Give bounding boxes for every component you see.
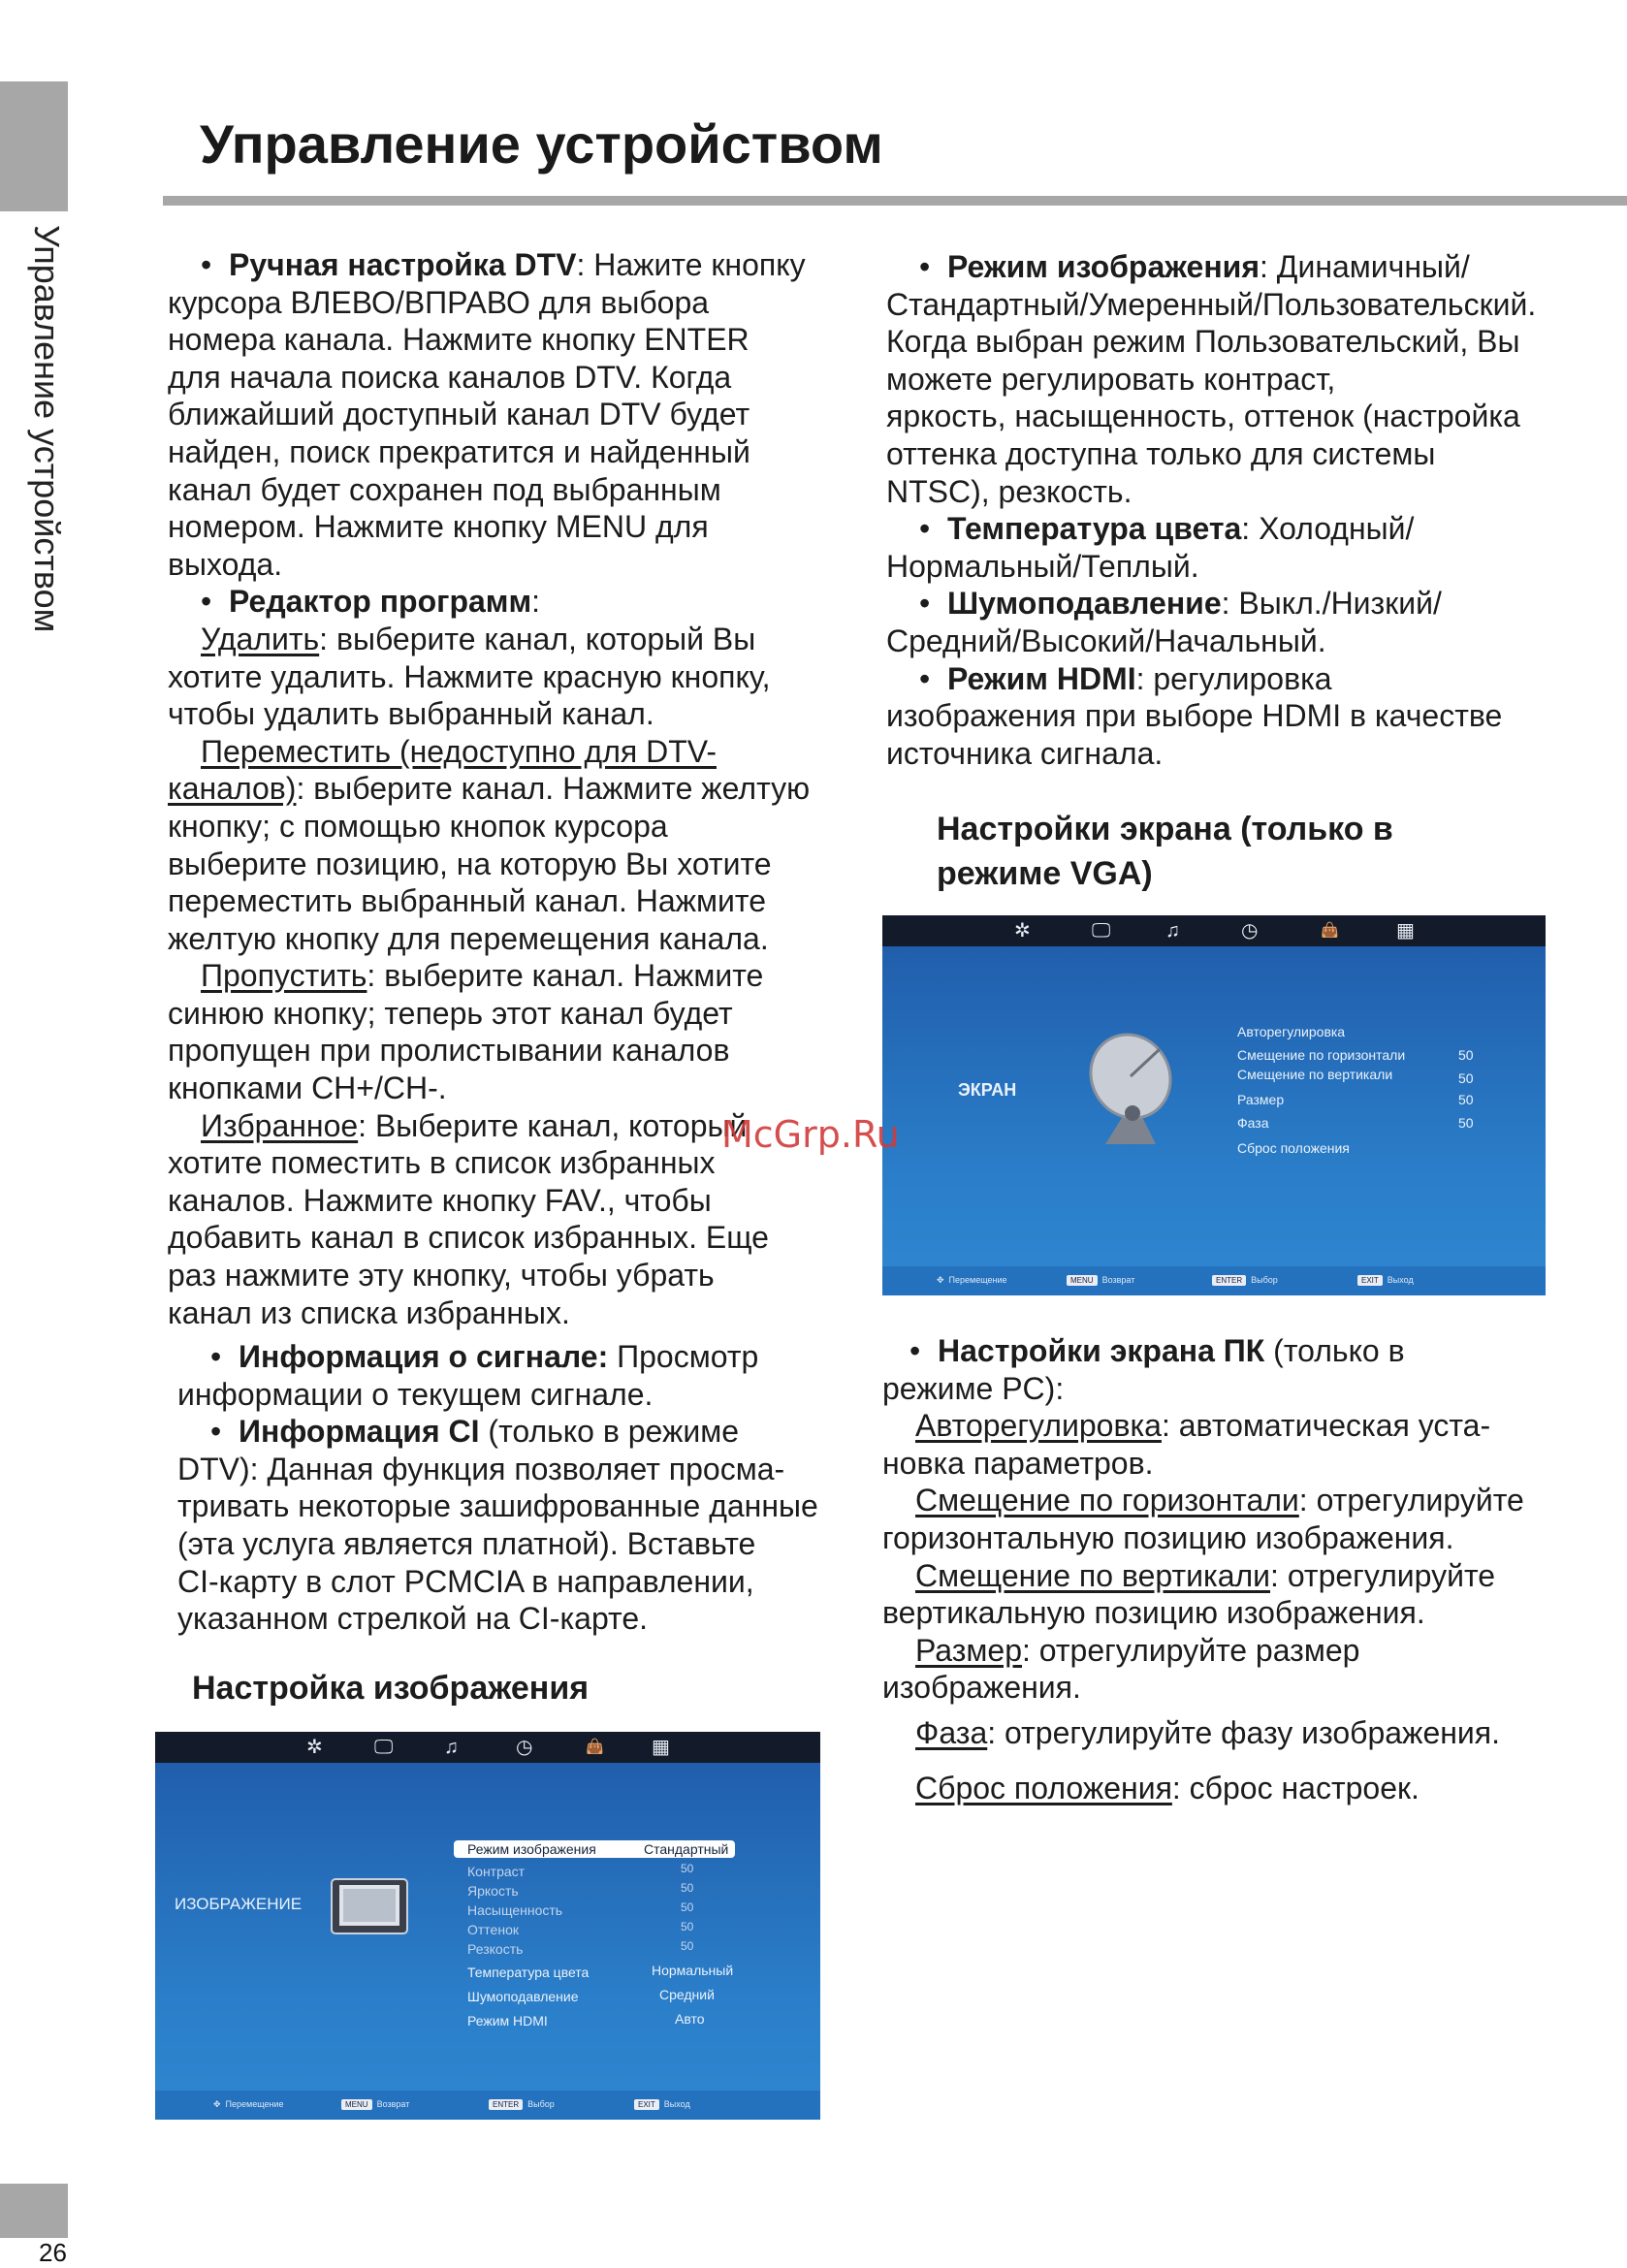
menu-item-name[interactable]: Авторегулировка [1237, 1024, 1346, 1039]
text-line: канал будет сохранен под выбранным [168, 471, 721, 507]
menu-item-name[interactable]: Яркость [467, 1883, 519, 1899]
menu-item-value: 50 [681, 1862, 694, 1875]
menu-item-value: 50 [1458, 1047, 1474, 1063]
text-line: изображения при выборе HDMI в качестве [886, 698, 1503, 734]
text-line: хотите удалить. Нажмите красную кнопку, [168, 658, 771, 694]
menu-item-name[interactable]: Смещение по вертикали [1237, 1067, 1393, 1082]
menu-item-name[interactable]: Фаза [1237, 1115, 1269, 1131]
move-paragraph: Переместить (недоступно для DTV- [201, 733, 717, 769]
menu-item-value: 50 [1458, 1092, 1474, 1107]
text-line: хотите поместить в список избранных [168, 1145, 716, 1181]
picture-icon: 🖵 [1092, 920, 1111, 942]
signal-info-paragraph: • Информация о сигнале: Просмотр [210, 1339, 759, 1374]
page-number: 26 [39, 2238, 67, 2267]
picture-menu-screenshot [155, 1732, 820, 2120]
satellite-dish-icon [1076, 1024, 1183, 1146]
text-line: новка параметров. [882, 1445, 1154, 1481]
lock-icon: 👜 [1321, 922, 1339, 939]
text-line: курсора ВЛЕВО/ВПРАВО для выбора [168, 284, 710, 320]
text-line: вертикальную позицию изображения. [882, 1595, 1425, 1631]
tv-screen-icon [330, 1877, 409, 1935]
text-line: Стандартный/Умеренный/Пользовательский. [886, 286, 1537, 322]
lock-icon: 👜 [586, 1739, 604, 1755]
text-line: синюю кнопку; теперь этот канал будет [168, 995, 733, 1031]
text-line: добавить канал в список избранных. Еще [168, 1220, 769, 1256]
picture-mode-paragraph: • Режим изображения: Динамичный/ [919, 249, 1470, 284]
menu-footer [882, 1266, 1546, 1295]
menu-item-name[interactable]: Размер [1237, 1092, 1285, 1107]
menu-item-value: 50 [1458, 1070, 1474, 1086]
page-tab-marker [0, 2184, 68, 2238]
menu-item-value: 50 [681, 1881, 694, 1895]
noise-paragraph: • Шумоподавление: Выкл./Низкий/ [919, 586, 1442, 622]
text-line: желтую кнопку для перемещения канала. [168, 920, 769, 956]
text-line: для начала поиска каналов DTV. Когда [168, 359, 732, 395]
text-line: Нормальный/Теплый. [886, 548, 1199, 584]
text-line: чтобы удалить выбранный канал. [168, 696, 654, 732]
footer-exit: EXIT Выход [634, 2099, 690, 2110]
skip-paragraph: Пропустить: выберите канал. Нажмите [201, 958, 764, 994]
text-line: пропущен при пролистывании каналов [168, 1033, 730, 1069]
sound-icon: ♫ [1165, 920, 1180, 942]
menu-section-label: ЭКРАН [958, 1080, 1017, 1100]
text-line: режиме PC): [882, 1370, 1065, 1406]
settings-icon: ✲ [306, 1737, 323, 1758]
vga-menu-screenshot [882, 915, 1546, 1295]
text-line: DTV): Данная функция позволяет просма- [177, 1451, 785, 1486]
menu-item-name[interactable]: Режим HDMI [467, 2013, 548, 2028]
menu-item-value: 50 [681, 1901, 694, 1914]
picture-icon: 🖵 [374, 1737, 394, 1758]
menu-item-value: 50 [1458, 1115, 1474, 1131]
menu-item-name[interactable]: Сброс положения [1237, 1140, 1350, 1156]
footer-exit: EXIT Выход [1357, 1275, 1414, 1286]
h-position-paragraph: Смещение по горизонтали: отрегулируйте [915, 1483, 1524, 1518]
text-line: найден, поиск прекратится и найденный [168, 433, 750, 469]
menu-item-name[interactable]: Температура цвета [467, 1965, 590, 1980]
text-line: канал из списка избранных. [168, 1294, 570, 1330]
menu-section-label: ИЗОБРАЖЕНИЕ [175, 1895, 303, 1913]
text-line: (эта услуга является платной). Вставьте [177, 1525, 756, 1561]
pc-settings-paragraph: • Настройки экрана ПК (только в [909, 1333, 1405, 1368]
auto-adjust-paragraph: Авторегулировка: автоматическая уста- [915, 1408, 1491, 1444]
menu-item-name[interactable]: Смещение по горизонтали [1237, 1047, 1406, 1063]
menu-item-name: Режим изображения [467, 1841, 596, 1857]
text-line: переместить выбранный канал. Нажмите [168, 883, 766, 919]
text-line: NTSC), резкость. [886, 473, 1133, 509]
footer-back: MENU Возврат [341, 2099, 409, 2110]
text-line: выберите позицию, на которую Вы хотите [168, 846, 772, 881]
menu-item-name[interactable]: Контраст [467, 1864, 526, 1879]
menu-item-value: 50 [681, 1920, 694, 1933]
selected-menu-item[interactable] [454, 1840, 735, 1858]
footer-back: MENU Возврат [1067, 1275, 1134, 1286]
footer-select: ENTER Выбор [489, 2099, 555, 2110]
size-paragraph: Размер: отрегулируйте размер [915, 1632, 1360, 1668]
text-line: указанном стрелкой на CI-карте. [177, 1601, 649, 1637]
watermark: McGrp.Ru [721, 1113, 900, 1156]
text-line: яркость, насыщенность, оттенок (настройка [886, 399, 1520, 434]
left-column [168, 246, 846, 1331]
right-column [886, 248, 1584, 772]
settings-icon: ✲ [1014, 920, 1031, 942]
text-line: выхода. [168, 546, 283, 582]
editor-heading: • Редактор программ: [201, 584, 541, 620]
screen-settings-heading: Настройки экрана (только в режиме VGA) [937, 811, 1393, 892]
text-line: каналов. Нажмите кнопку FAV., чтобы [168, 1182, 712, 1218]
footer-select: ENTER Выбор [1212, 1275, 1278, 1286]
color-temp-paragraph: • Температура цвета: Холодный/ [919, 511, 1415, 547]
text-line: CI-карту в слот PCMCIA в направлении, [177, 1563, 754, 1599]
text-line: номера канала. Нажмите кнопку ENTER [168, 322, 750, 358]
text-line: ближайший доступный канал DTV будет [168, 397, 750, 432]
side-section-label: Управление устройством [27, 225, 67, 633]
menu-item-value: Стандартный [644, 1841, 729, 1857]
text-line: раз нажмите эту кнопку, чтобы убрать [168, 1258, 715, 1294]
menu-item-name[interactable]: Насыщенность [467, 1902, 563, 1918]
text-line: оттенка доступна только для системы [886, 435, 1436, 471]
apps-icon: ▦ [1396, 920, 1415, 942]
text-line: Когда выбран режим Пользовательский, Вы [886, 324, 1520, 360]
menu-item-name[interactable]: Резкость [467, 1941, 524, 1957]
menu-icon-bar [155, 1732, 820, 1763]
ci-info-paragraph: • Информация CI (только в режиме [210, 1414, 740, 1450]
text-line: информации о текущем сигнале. [177, 1376, 654, 1412]
text-line: изображения. [882, 1670, 1081, 1706]
text-line: Средний/Высокий/Начальный. [886, 623, 1326, 658]
page-title: Управление устройством [200, 113, 883, 175]
footer-move: ✥ Перемещение [213, 2099, 284, 2109]
pc-settings-column [882, 1332, 1600, 1806]
menu-item-name[interactable]: Шумоподавление [467, 1989, 579, 2004]
text-line: горизонтальную позицию изображения. [882, 1519, 1454, 1555]
dtv-paragraph: • Ручная настройка DTV: Нажите кнопку [201, 247, 806, 282]
side-tab-marker [0, 81, 68, 211]
text-line: кнопками CH+/CH-. [168, 1070, 447, 1106]
menu-item-name[interactable]: Оттенок [467, 1922, 519, 1937]
menu-item-value: Авто [675, 2011, 705, 2027]
text-line: каналов): выберите канал. Нажмите желтую [168, 771, 811, 807]
menu-item-value: Нормальный [652, 1963, 734, 1978]
reset-paragraph: Сброс положения: сброс настроек. [915, 1770, 1420, 1805]
left-column-lower [177, 1338, 856, 1638]
menu-footer [155, 2091, 820, 2120]
text-line: можете регулировать контраст, [886, 361, 1336, 397]
v-position-paragraph: Смещение по вертикали: отрегулируйте [915, 1557, 1496, 1593]
text-line: номером. Нажмите кнопку MENU для [168, 509, 709, 545]
time-icon: ◷ [1241, 920, 1259, 942]
title-divider [163, 196, 1627, 206]
image-settings-heading: Настройка изображения [192, 1670, 590, 1707]
sound-icon: ♫ [444, 1737, 459, 1758]
text-line: источника сигнала. [886, 735, 1164, 771]
menu-item-value: 50 [681, 1939, 694, 1953]
text-line: тривать некоторые зашифрованные данные [177, 1488, 818, 1524]
menu-item-value: Средний [659, 1987, 715, 2002]
apps-icon: ▦ [652, 1737, 670, 1758]
phase-paragraph: Фаза: отрегулируйте фазу изображения. [915, 1714, 1501, 1750]
hdmi-paragraph: • Режим HDMI: регулировка [919, 660, 1332, 696]
menu-icon-bar [882, 915, 1546, 946]
time-icon: ◷ [516, 1737, 533, 1758]
favorite-paragraph: Избранное: Выберите канал, который [201, 1107, 748, 1143]
footer-move: ✥ Перемещение [937, 1275, 1007, 1285]
text-line: кнопку; с помощью кнопок курсора [168, 808, 668, 844]
delete-paragraph: Удалить: выберите канал, который Вы [201, 621, 756, 656]
